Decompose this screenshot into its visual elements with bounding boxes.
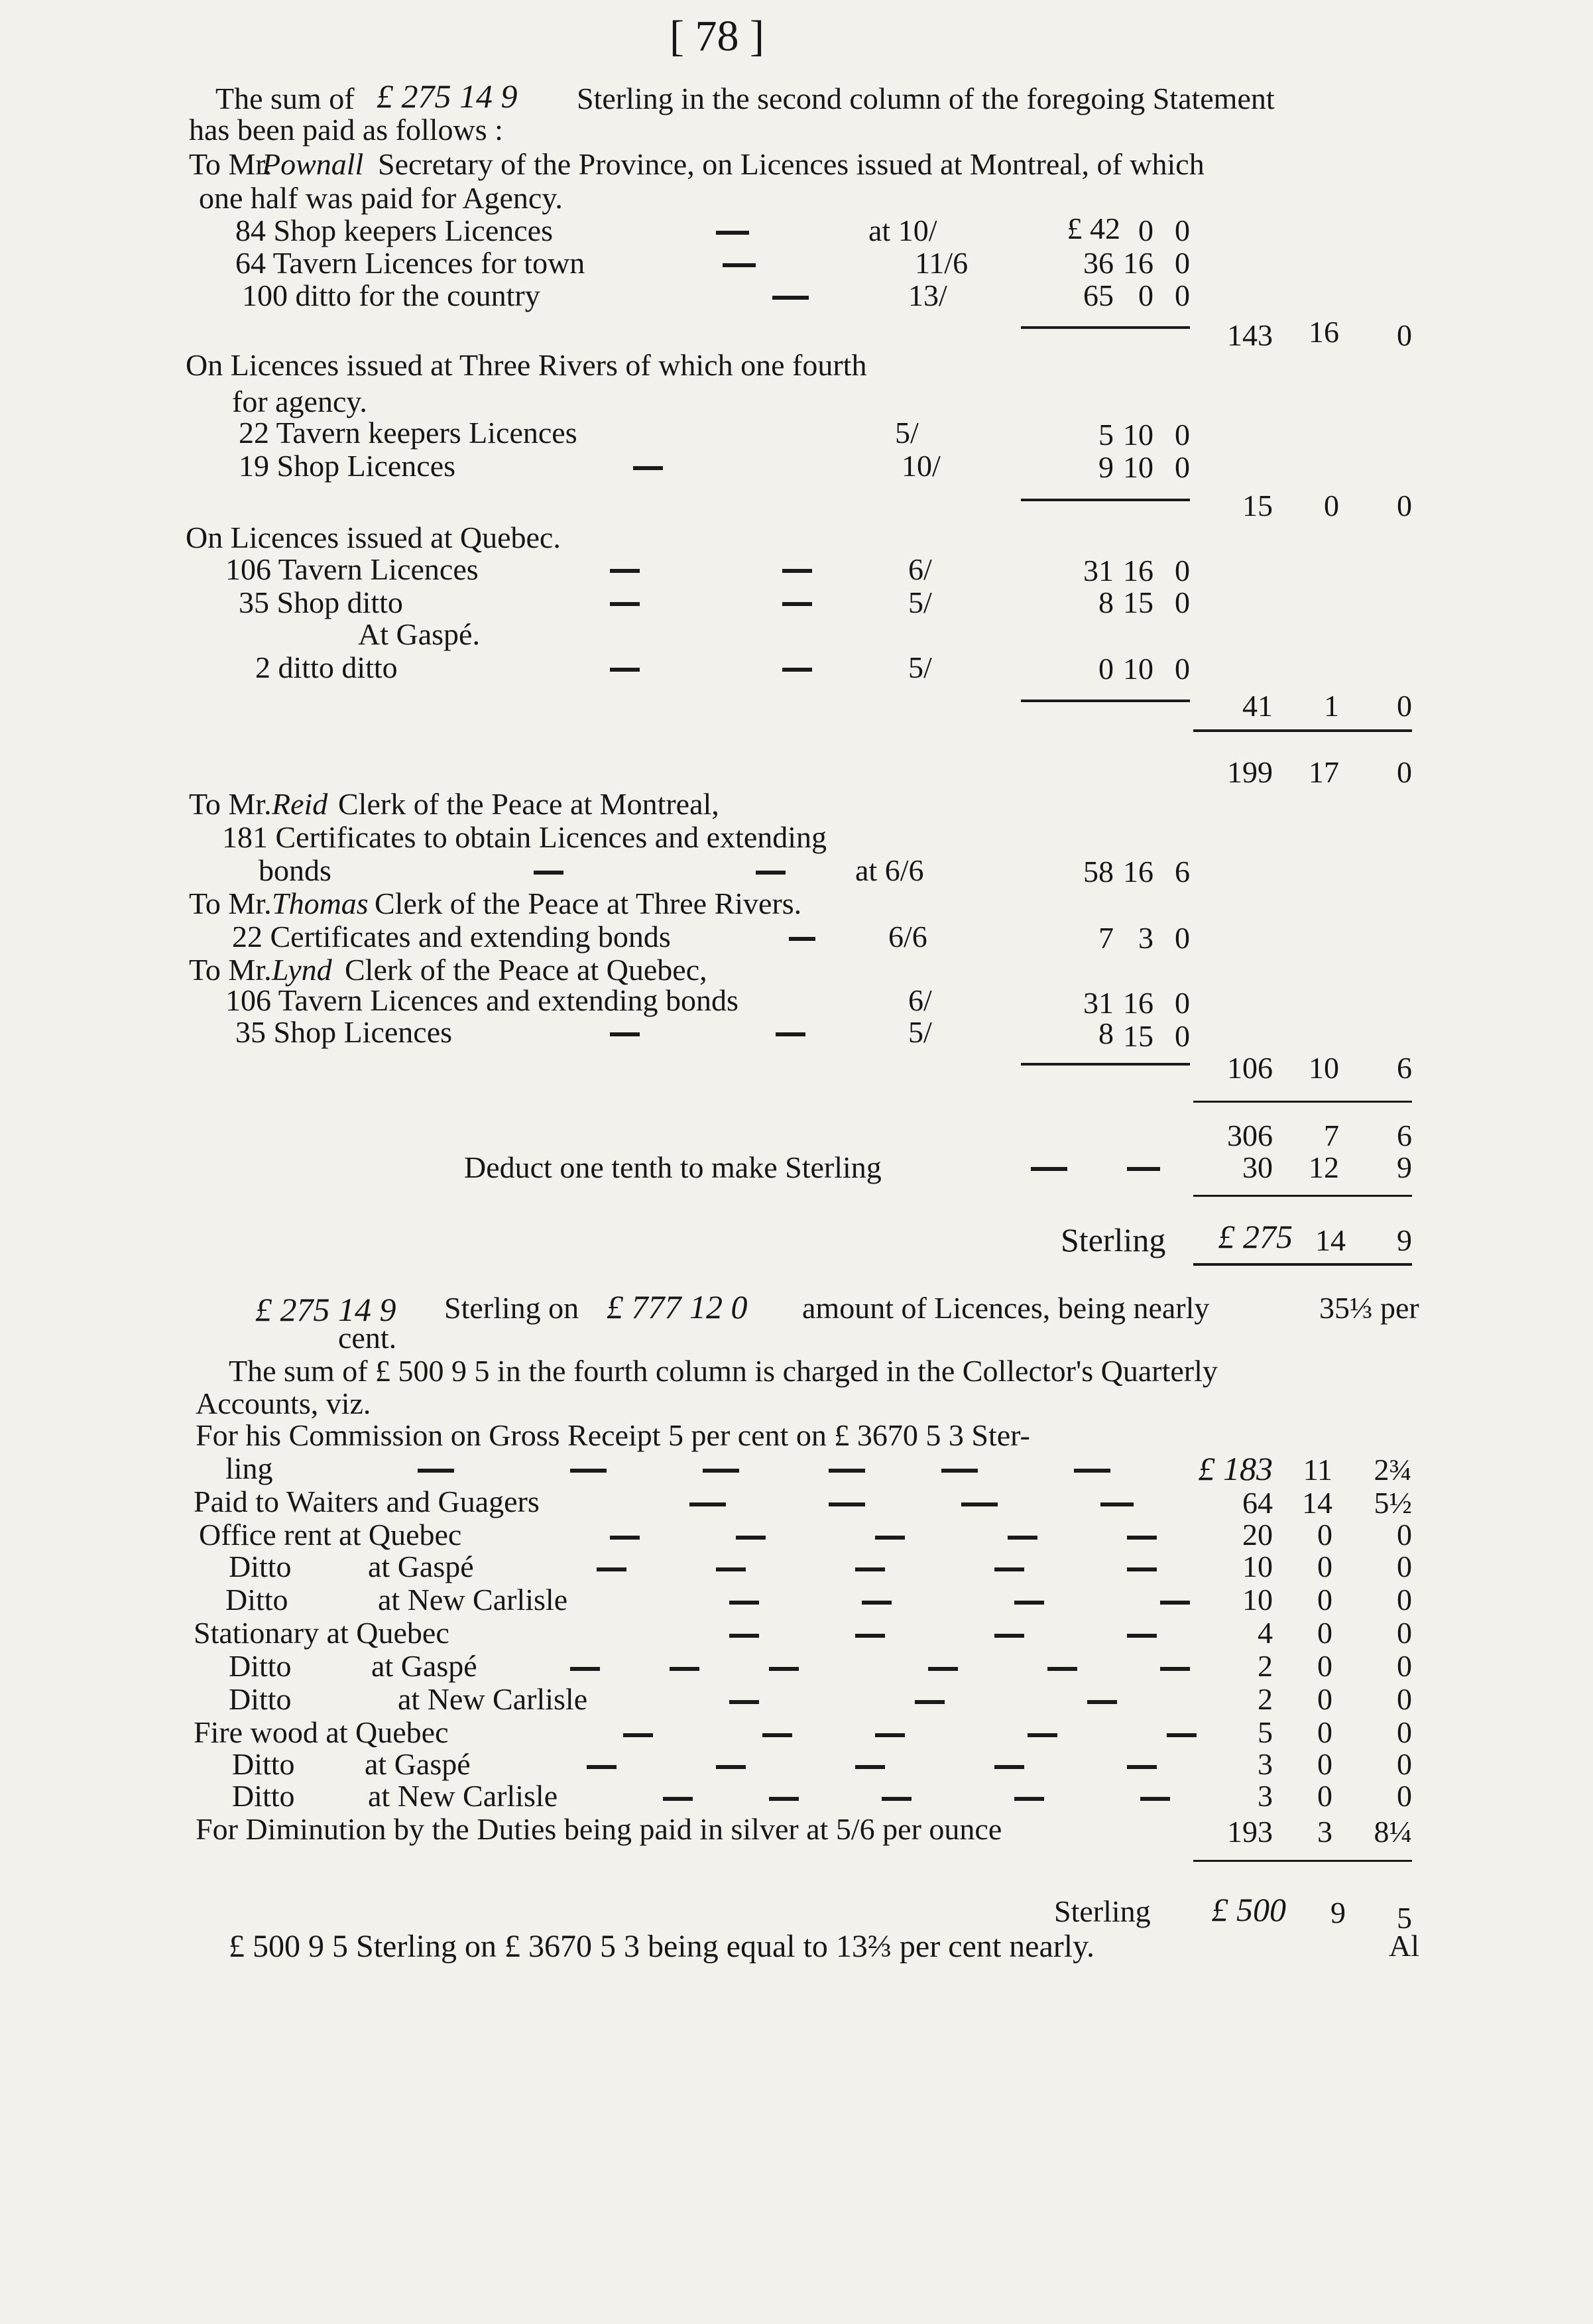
summary-text: Sterling on [444,1291,579,1325]
page-number: [ 78 ] [670,12,764,60]
sterling-pence: 9 [1397,1223,1412,1257]
subtotal-pounds: 106 [1227,1051,1273,1085]
entry-pounds: 58 [1083,855,1114,888]
leader-dash [772,296,809,300]
entry-pounds: 0 [1098,652,1114,686]
leader-dash [610,569,640,573]
leader-dash [610,1032,640,1036]
summary-amount: £ 275 14 9 [255,1291,396,1328]
sterling-label: Sterling [1054,1894,1151,1928]
leader-dash [928,1667,958,1671]
leader-dash [789,937,815,941]
charge-desc: Ditto [229,1649,292,1683]
leader-dash [1031,1167,1067,1171]
entry-shillings: 16 [1123,554,1153,587]
commission-shillings: 11 [1303,1453,1332,1487]
sum-rule [1193,729,1412,732]
clerk-line: Clerk of the Peace at Quebec, [345,953,707,987]
charge-place: at Gaspé [371,1649,477,1683]
charge-pounds: 20 [1242,1518,1273,1552]
entry-rate: 6/6 [888,920,927,953]
entry-pence: 0 [1175,585,1190,619]
leader-dash [1014,1601,1044,1605]
leader-dash [623,1733,653,1737]
leader-dash [1127,1765,1157,1769]
entry-shillings: 16 [1123,246,1153,280]
entry-rate: 5/ [908,650,932,684]
charge-pence: 8¼ [1374,1815,1412,1849]
person-name: Pownall [262,147,364,181]
leader-dash [829,1469,865,1473]
entry-pence: 0 [1175,450,1190,484]
charge-desc: Ditto [225,1583,288,1617]
commission-pounds: £ 183 [1198,1450,1273,1487]
sum-rule [1021,499,1190,501]
leader-dash [994,1765,1024,1769]
entry-desc: 106 Tavern Licences and extending bonds [225,983,738,1017]
entry-pounds: 31 [1083,986,1114,1020]
entry-shillings: 10 [1123,450,1153,484]
leader-dash [1127,1536,1157,1540]
entry-shillings: 15 [1123,585,1153,619]
entry-pence: 0 [1175,554,1190,587]
leader-dash [689,1502,726,1506]
charge-pounds: 193 [1227,1815,1273,1849]
leader-dash [941,1469,978,1473]
charge-shillings: 0 [1317,1747,1332,1781]
entry-pence: 0 [1175,418,1190,452]
intro-text: To Mr. [189,147,272,181]
charge-desc: Fire wood at Quebec [194,1715,449,1749]
leader-dash [882,1797,912,1801]
entry-desc: 35 Shop Licences [235,1015,453,1049]
charge-desc: Paid to Waiters and Guagers [194,1485,540,1518]
catchword: Al [1389,1929,1419,1963]
leader-dash [1028,1733,1057,1737]
charge-desc: Ditto [229,1682,292,1716]
intro-text: The sum of [215,82,355,115]
entry-pounds: 8 [1098,585,1114,619]
charge-shillings: 0 [1317,1649,1332,1683]
leader-dash [1140,1797,1170,1801]
subtotal-pence: 0 [1397,755,1412,789]
leader-dash [1160,1601,1190,1605]
entry-pounds: 5 [1098,418,1114,452]
charge-pence: 0 [1397,1715,1412,1749]
entry-pounds: 9 [1098,450,1114,484]
subtotal-pence: 0 [1397,689,1412,723]
leader-dash [716,1765,746,1769]
entry-rate: 5/ [908,1015,932,1049]
intro-text: has been paid as follows : [189,113,503,147]
leader-dash [1047,1667,1077,1671]
leader-dash [610,668,640,672]
charge-place: at New Carlisle [368,1779,558,1813]
entry-shillings: 16 [1123,986,1153,1020]
deduct-pence: 9 [1397,1150,1412,1184]
charge-shillings: 0 [1317,1518,1332,1552]
entry-desc: 22 Tavern keepers Licences [239,416,577,450]
summary-text: 35⅓ per [1319,1291,1419,1325]
leader-dash [723,263,756,267]
leader-dash [994,1567,1024,1571]
entry-pence: 0 [1175,986,1190,1020]
leader-dash [736,1536,766,1540]
summary-text: cent. [338,1321,397,1355]
sterling-pence: 5 [1397,1901,1412,1935]
entry-desc: 84 Shop keepers Licences [235,214,554,247]
charge-pence: 0 [1397,1747,1412,1781]
leader-dash [534,871,563,875]
charge-place: at Gaspé [365,1747,471,1781]
subheading-gaspe: At Gaspé. [358,617,480,651]
charge-pence: 0 [1397,1682,1412,1716]
subtotal-shillings: 10 [1309,1051,1339,1085]
entry-rate: 6/ [908,552,932,586]
leader-dash [1074,1469,1110,1473]
charge-place: at Gaspé [368,1550,474,1583]
leader-dash [418,1469,454,1473]
deduct-pounds: 30 [1242,1150,1273,1184]
charge-shillings: 3 [1317,1815,1332,1849]
leader-dash [633,466,663,470]
sterling-label: Sterling [1061,1221,1166,1258]
entry-pounds: 7 [1098,921,1114,955]
charge-pounds: 5 [1258,1715,1273,1749]
clerk-line: To Mr. [189,787,272,821]
entry-rate: 5/ [908,585,932,619]
leader-dash [829,1502,865,1506]
clerk-line: Clerk of the Peace at Montreal, [338,787,719,821]
leader-dash [729,1601,759,1605]
entry-rate: 10/ [902,449,941,483]
leader-dash [587,1765,617,1769]
grand-pounds: 306 [1227,1119,1273,1152]
entry-rate: 13/ [908,278,947,312]
charge-pounds: 3 [1258,1747,1273,1781]
entry-shillings: 16 [1123,855,1153,888]
sum-rule [1021,700,1190,702]
entry-shillings: 0 [1138,278,1153,312]
clerk-line: To Mr. [189,887,272,920]
entry-pence: 0 [1175,214,1190,247]
entry-rate: at 6/6 [855,853,924,887]
leader-dash [769,1667,799,1671]
entry-shillings: 0 [1138,214,1153,247]
leader-dash [570,1667,600,1671]
entry-pence: 0 [1175,921,1190,955]
intro-text: Secretary of the Province, on Licences issued at Montreal, of which [378,147,1205,181]
person-name: Thomas [272,887,369,920]
entry-desc: 106 Tavern Licences [225,552,479,586]
entry-shillings: 15 [1123,1019,1153,1053]
subtotal-pounds: 143 [1227,318,1273,352]
subtotal-shillings: 16 [1309,315,1339,349]
leader-dash [1008,1536,1037,1540]
entry-desc: 2 ditto ditto [255,650,398,684]
subtotal-pence: 0 [1397,489,1412,522]
charge-pounds: 64 [1242,1486,1273,1520]
clerk-line: Clerk of the Peace at Three Rivers. [375,887,802,920]
summary-text: amount of Licences, being nearly [802,1291,1210,1325]
intro-text: Sterling in the second column of the foregoing Statement [577,82,1275,115]
charge-pence: 5½ [1374,1486,1412,1520]
charge-shillings: 14 [1302,1486,1332,1520]
charge-shillings: 0 [1317,1550,1332,1583]
charge-pounds: 3 [1258,1779,1273,1813]
leader-dash [597,1567,626,1571]
fourth-intro: For his Commission on Gross Receipt 5 per cent on £ 3670 5 3 Ster- [196,1418,1030,1452]
leader-dash [703,1469,739,1473]
leader-dash [915,1700,945,1704]
entry-desc: 35 Shop ditto [239,585,403,619]
intro-amount: £ 275 14 9 [377,78,518,115]
sum-rule [1021,326,1190,329]
subtotal-shillings: 17 [1309,755,1339,789]
leader-dash [756,871,786,875]
person-name: Reid [272,787,328,821]
fourth-intro: Accounts, viz. [196,1386,371,1420]
person-name: Lynd [272,953,332,987]
leader-dash [776,1032,805,1036]
charge-desc: Ditto [232,1779,295,1813]
sterling-pounds: £ 275 [1218,1218,1293,1255]
entry-shillings: 10 [1123,418,1153,452]
summary-text: £ 500 9 5 Sterling on £ 3670 5 3 being equal to 13⅔ per cent nearly. [229,1929,1094,1964]
charge-desc: Ditto [229,1550,292,1583]
intro-text: one half was paid for Agency. [199,181,563,215]
section-heading: for agency. [232,385,367,418]
fourth-intro: ling [225,1451,273,1485]
grand-shillings: 7 [1324,1119,1339,1152]
leader-dash [1127,1167,1160,1171]
section-heading: On Licences issued at Quebec. [186,520,561,554]
charge-pounds: 10 [1242,1583,1273,1617]
sterling-shillings: 9 [1330,1896,1346,1929]
deduct-shillings: 12 [1309,1150,1339,1184]
leader-dash [663,1797,693,1801]
subtotal-shillings: 0 [1324,489,1339,522]
entry-shillings: 3 [1138,921,1153,955]
charge-shillings: 0 [1317,1682,1332,1716]
charge-place: at New Carlisle [398,1682,588,1716]
subtotal-pounds: 41 [1242,689,1273,723]
deduct-label: Deduct one tenth to make Sterling [464,1150,882,1184]
entry-pounds: 8 [1098,1016,1114,1050]
leader-dash [1127,1634,1157,1638]
clerk-line: To Mr. [189,953,272,987]
charge-pence: 0 [1397,1550,1412,1583]
subtotal-pence: 6 [1397,1051,1412,1085]
leader-dash [610,602,640,606]
sum-rule [1193,1860,1412,1862]
charge-desc: Stationary at Quebec [194,1616,449,1650]
grand-pence: 6 [1397,1119,1412,1152]
leader-dash [994,1634,1024,1638]
leader-dash [1127,1567,1157,1571]
charge-pence: 0 [1397,1583,1412,1617]
charge-shillings: 0 [1317,1715,1332,1749]
entry-pounds: 36 [1083,246,1114,280]
leader-dash [570,1469,607,1473]
charge-desc: For Diminution by the Duties being paid in silver at 5/6 per ounce [196,1812,1002,1846]
leader-dash [875,1733,905,1737]
entry-desc: 19 Shop Licences [239,449,456,483]
entry-pence: 0 [1175,1019,1190,1053]
sterling-pounds: £ 500 [1211,1891,1286,1928]
charge-desc: Office rent at Quebec [199,1518,462,1552]
leader-dash [782,602,812,606]
entry-pence: 0 [1175,246,1190,280]
leader-dash [1160,1667,1190,1671]
leader-dash [1014,1797,1044,1801]
charge-pounds: 10 [1242,1550,1273,1583]
sum-rule [1193,1195,1412,1197]
leader-dash [782,569,812,573]
charge-place: at New Carlisle [378,1583,568,1617]
leader-dash [855,1634,885,1638]
entry-pounds: £ 42 [1067,212,1120,245]
entry-pence: 0 [1175,278,1190,312]
sum-rule [1193,1263,1412,1266]
leader-dash [875,1536,905,1540]
leader-dash [961,1502,998,1506]
charge-pounds: 2 [1258,1649,1273,1683]
leader-dash [769,1797,799,1801]
leader-dash [855,1765,885,1769]
leader-dash [729,1700,759,1704]
leader-dash [855,1567,885,1571]
clerk-line: 22 Certificates and extending bonds [232,920,671,953]
leader-dash [862,1601,892,1605]
sum-rule [1021,1063,1190,1066]
entry-rate: 5/ [895,416,919,450]
fourth-intro: The sum of £ 500 9 5 in the fourth column is charged in the Collector's Quarterly [229,1354,1218,1388]
entry-rate: 11/6 [915,246,969,280]
leader-dash [729,1634,759,1638]
sum-rule [1193,1101,1412,1103]
clerk-line: bonds [259,853,331,887]
commission-pence: 2¾ [1374,1453,1412,1487]
leader-dash [610,1536,640,1540]
entry-pence: 0 [1175,652,1190,686]
charge-shillings: 0 [1317,1583,1332,1617]
sterling-shillings: 14 [1315,1223,1346,1257]
charge-shillings: 0 [1317,1779,1332,1813]
leader-dash [716,231,749,235]
entry-rate: 6/ [908,983,932,1017]
leader-dash [1087,1700,1117,1704]
section-heading: On Licences issued at Three Rivers of which one fourth [186,348,867,382]
entry-desc: 64 Tavern Licences for town [235,246,585,280]
entry-rate: at 10/ [868,214,937,247]
entry-pence: 6 [1175,855,1190,888]
leader-dash [670,1667,699,1671]
subtotal-shillings: 1 [1324,689,1339,723]
leader-dash [1100,1502,1134,1506]
leader-dash [762,1733,792,1737]
charge-pence: 0 [1397,1649,1412,1683]
charge-shillings: 0 [1317,1616,1332,1650]
charge-pounds: 4 [1258,1616,1273,1650]
entry-shillings: 10 [1123,652,1153,686]
leader-dash [1167,1733,1197,1737]
charge-pence: 0 [1397,1779,1412,1813]
entry-pounds: 65 [1083,278,1114,312]
charge-desc: Ditto [232,1747,295,1781]
entry-desc: 100 ditto for the country [242,278,540,312]
leader-dash [716,1567,746,1571]
subtotal-pounds: 199 [1227,755,1273,789]
charge-pence: 0 [1397,1616,1412,1650]
leader-dash [782,668,812,672]
charge-pence: 0 [1397,1518,1412,1552]
clerk-line: 181 Certificates to obtain Licences and extending [222,820,827,854]
summary-amount: £ 777 12 0 [607,1288,748,1325]
entry-pounds: 31 [1083,554,1114,587]
subtotal-pounds: 15 [1242,489,1273,522]
charge-pounds: 2 [1258,1682,1273,1716]
subtotal-pence: 0 [1397,318,1412,352]
